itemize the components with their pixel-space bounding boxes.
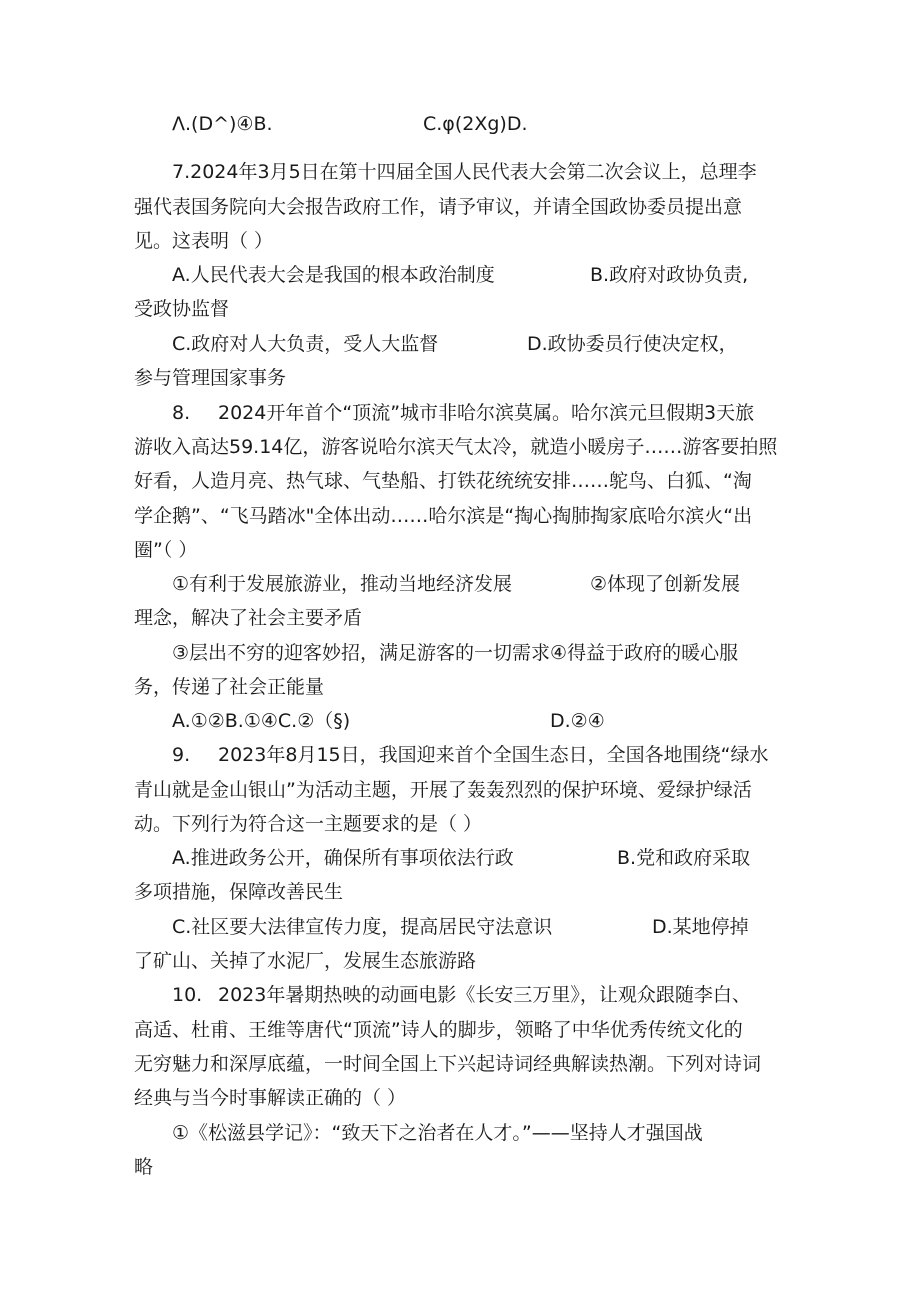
q8-stem-line: 圈”（ ） (134, 539, 198, 561)
q9-stem-line: 青山就是金山银山”为活动主题，开展了轰轰烈烈的保护环境、爱绿护绿活 (134, 779, 752, 801)
q10-item-1-cont: 略 (134, 1156, 154, 1178)
q9-option-d-cont: 了矿山、关掉了水泥厂，发展生态旅游路 (134, 950, 477, 972)
q7-option-d: D.政协委员行使决定权， (527, 333, 738, 355)
q9-option-c: C.社区要大法律宣传力度，提高居民守法意识 (172, 916, 553, 938)
q8-option-d: D.②④ (550, 710, 605, 732)
q9-stem-first: 2023年8月15日，我国迎来首个全国生态日，全国各地围绕“绿水 (218, 744, 769, 766)
q9-option-b: B.党和政府采取 (617, 847, 751, 869)
q8-options-abc: A.①②B.①④C.②（§) (172, 710, 351, 732)
q9-stem-line: 动。下列行为符合这一主题要求的是（ ） (134, 813, 483, 835)
q10-stem-line: 无穷魅力和深厚底蕴，一时间全国上下兴起诗词经典解读热潮。下列对诗词 (134, 1053, 762, 1075)
q10-item-1: ①《松滋县学记》：“致天下之治者在人才。”——坚持人才强国战 (172, 1122, 703, 1144)
q7-stem-line: 见。这表明（ ） (134, 230, 274, 252)
q8-item-4-cont: 务，传递了社会正能量 (134, 676, 325, 698)
q8-stem-first: 2024开年首个“顶流”城市非哈尔滨莫属。哈尔滨元旦假期3天旅 (218, 402, 755, 424)
q7-stem-line: 强代表国务院向大会报告政府工作，请予审议，并请全国政协委员提出意 (134, 196, 743, 218)
q7-option-b: B.政府对政协负责, (590, 264, 749, 286)
q9-option-b-cont: 多项措施，保障改善民生 (134, 881, 344, 903)
q8-item-1: ①有利于发展旅游业，推动当地经济发展 (172, 573, 513, 595)
q8-stem-line: 游收入高达59.14亿，游客说哈尔滨天气太冷，就造小暖房子……游客要拍照 (134, 436, 778, 458)
q8-number: 8. (172, 402, 191, 424)
q9-option-d: D.某地停掉 (652, 916, 749, 938)
q9-option-a: A.推进政务公开，确保所有事项依法行政 (172, 847, 514, 869)
q10-number: 10. (172, 984, 203, 1006)
q8-item-2-cont: 理念，解决了社会主要矛盾 (134, 607, 363, 629)
q9-number: 9. (172, 744, 191, 766)
q6-options-cd: C.φ(2Xg)D. (423, 113, 528, 135)
q10-stem-line: 经典与当今时事解读正确的（ ） (134, 1087, 407, 1109)
q8-stem-line: 学企鹅”、“飞马踏冰"全体出动……哈尔滨是“掏心掏肺掏家底哈尔滨火“出 (134, 505, 753, 527)
q7-option-b-cont: 受政协监督 (134, 298, 230, 320)
q8-stem-line: 好看，人造月亮、热气球、气垫船、打铁花统统安排……鸵鸟、白狐、“淘 (134, 470, 752, 492)
q7-option-a: A.人民代表大会是我国的根本政治制度 (172, 264, 495, 286)
q7-option-d-cont: 参与管理国家事务 (134, 367, 287, 389)
q7-stem-line: 7.2024年3月5日在第十四届全国人民代表大会第二次会议上，总理李 (172, 161, 757, 183)
q7-option-c: C.政府对人大负责，受人大监督 (172, 333, 439, 355)
q8-item-2: ②体现了创新发展 (590, 573, 741, 595)
q10-stem-line: 高适、杜甫、王维等唐代“顶流”诗人的脚步，领略了中华优秀传统文化的 (134, 1019, 743, 1041)
q6-options-ab: Λ.(D^)④B. (172, 113, 273, 135)
q8-item-3-4: ③层出不穷的迎客妙招，满足游客的一切需求④得益于政府的暖心服 (172, 642, 739, 664)
q10-stem-first: 2023年暑期热映的动画电影《长安三万里》，让观众跟随李白、 (218, 984, 751, 1006)
